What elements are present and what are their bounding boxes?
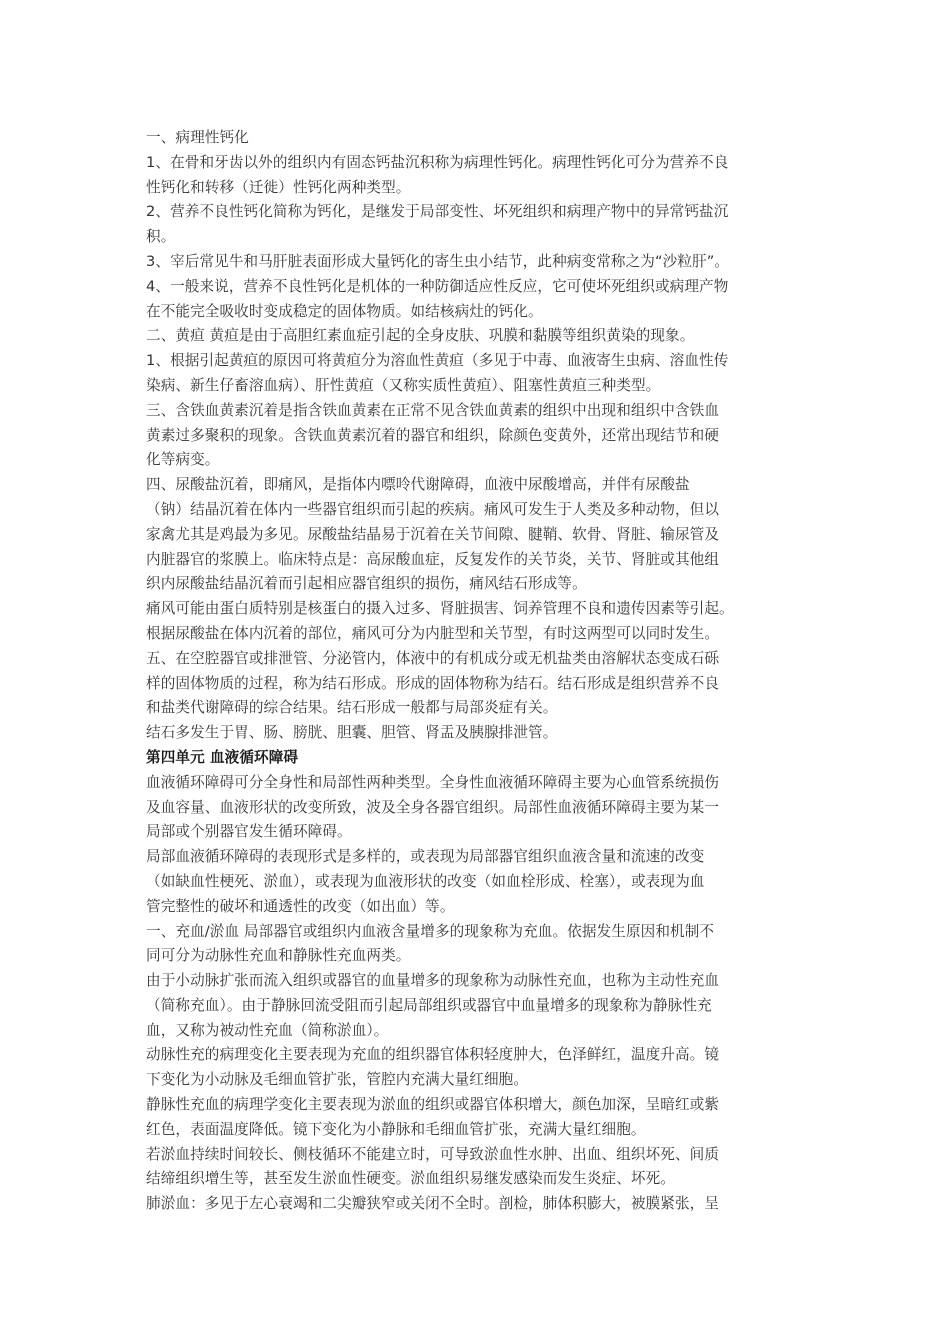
section-heading: 第四单元 血液循环障碍 bbox=[146, 748, 299, 766]
text-line: 静脉性充血的病理学变化主要表现为淤血的组织或器官体积增大，颜色加深，呈暗红或紫 bbox=[146, 1096, 720, 1114]
text-line: 黄素过多聚积的现象。含铁血黄素沉着的器官和组织，除颜色变黄外，还常出现结节和硬 bbox=[146, 426, 720, 444]
text-line: 下变化为小动脉及毛细血管扩张，管腔内充满大量红细胞。 bbox=[146, 1071, 529, 1089]
text-line: 二、黄疸 黄疸是由于高胆红素血症引起的全身皮肤、巩膜和黏膜等组织黄染的现象。 bbox=[146, 327, 695, 345]
text-line: 红色，表面温度降低。镜下变化为小静脉和毛细血管扩张，充满大量红细胞。 bbox=[146, 1120, 646, 1138]
text-line: 内脏器官的浆膜上。临床特点是：高尿酸血症，反复发作的关节炎，关节、肾脏或其他组 bbox=[146, 550, 720, 568]
text-line: 及血容量、血液形状的改变所致，波及全身各器官组织。局部性血液循环障碍主要为某一 bbox=[146, 798, 720, 816]
text-line: 在不能完全吸收时变成稳定的固体物质。如结核病灶的钙化。 bbox=[146, 302, 543, 320]
text-line: 结石多发生于胃、肠、膀胱、胆囊、胆管、肾盂及胰腺排泄管。 bbox=[146, 724, 558, 742]
text-line: 织内尿酸盐结晶沉着而引起相应器官组织的损伤，痛风结石形成等。 bbox=[146, 575, 587, 593]
text-line: 1、根据引起黄疸的原因可将黄疸分为溶血性黄疸（多见于中毒、血液寄生虫病、溶血性传 bbox=[146, 352, 729, 370]
text-line: 家禽尤其是鸡最为多见。尿酸盐结晶易于沉着在关节间隙、腱鞘、软骨、肾脏、输尿管及 bbox=[146, 525, 720, 543]
text-line: 局部血液循环障碍的表现形式是多样的，或表现为局部器官组织血液含量和流速的改变 bbox=[146, 848, 705, 866]
text-line: 五、在空腔器官或排泄管、分泌管内，体液中的有机成分或无机盐类由溶解状态变成石砾 bbox=[146, 649, 720, 667]
text-line: 血，又称为被动性充血（简称淤血）。 bbox=[146, 1021, 389, 1039]
text-line: 一、病理性钙化 bbox=[146, 129, 249, 146]
text-line: （如缺血性梗死、淤血），或表现为血液形状的改变（如血栓形成、栓塞），或表现为血 bbox=[146, 872, 705, 890]
text-line: 和盐类代谢障碍的综合结果。结石形成一般都与局部炎症有关。 bbox=[146, 699, 558, 717]
text-line: 一、充血/淤血 局部器官或组织内血液含量增多的现象称为充血。依据发生原因和机制不 bbox=[146, 922, 715, 940]
text-line: （钠）结晶沉着在体内一些器官组织而引起的疾病。痛风可发生于人类及多种动物，但以 bbox=[146, 500, 720, 518]
text-line: 四、尿酸盐沉着，即痛风，是指体内嘌呤代谢障碍，血液中尿酸增高，并伴有尿酸盐 bbox=[146, 476, 690, 494]
text-line: （简称充血）。由于静脉回流受阻而引起局部组织或器官中血量增多的现象称为静脉性充 bbox=[146, 996, 712, 1014]
text-line: 若淤血持续时间较长、侧枝循环不能建立时，可导致淤血性水肿、出血、组织坏死、间质 bbox=[146, 1145, 720, 1163]
text-line: 结缔组织增生等，甚至发生淤血性硬变。淤血组织易继发感染而发生炎症、坏死。 bbox=[146, 1170, 675, 1188]
text-line: 积。 bbox=[146, 228, 176, 246]
text-line: 局部或个别器官发生循环障碍。 bbox=[146, 823, 352, 841]
text-line: 痛风可能由蛋白质特别是核蛋白的摄入过多、肾脏损害、饲养管理不良和遗传因素等引起。 bbox=[146, 600, 734, 618]
text-line: 染病、新生仔畜溶血病）、肝性黄疸（又称实质性黄疸）、阻塞性黄疸三种类型。 bbox=[146, 376, 661, 394]
text-line: 根据尿酸盐在体内沉着的部位，痛风可分为内脏型和关节型，有时这两型可以同时发生。 bbox=[146, 624, 720, 642]
text-line: 管完整性的破坏和通透性的改变（如出血）等。 bbox=[146, 897, 455, 915]
text-line: 血液循环障碍可分全身性和局部性两种类型。全身性血液循环障碍主要为心血管系统损伤 bbox=[146, 773, 720, 791]
text-line: 性钙化和转移（迁徙）性钙化两种类型。 bbox=[146, 178, 411, 196]
text-line: 三、含铁血黄素沉着是指含铁血黄素在正常不见含铁血黄素的组织中出现和组织中含铁血 bbox=[146, 401, 720, 419]
text-line: 1、在骨和牙齿以外的组织内有固态钙盐沉积称为病理性钙化。病理性钙化可分为营养不良 bbox=[146, 153, 729, 171]
text-line: 化等病变。 bbox=[146, 451, 220, 469]
text-line: 同可分为动脉性充血和静脉性充血两类。 bbox=[146, 947, 411, 965]
text-line: 3、宰后常见牛和马肝脏表面形成大量钙化的寄生虫小结节，此种病变常称之为“沙粒肝”。 bbox=[146, 252, 730, 270]
text-line: 2、营养不良性钙化简称为钙化，是继发于局部变性、坏死组织和病理产物中的异常钙盐沉 bbox=[146, 203, 729, 221]
document-body bbox=[146, 126, 818, 1217]
text-line: 样的固体物质的过程，称为结石形成。形成的固体物称为结石。结石形成是组织营养不良 bbox=[146, 674, 720, 692]
text-line: 由于小动脉扩张而流入组织或器官的血量增多的现象称为动脉性充血，也称为主动性充血 bbox=[146, 972, 720, 990]
text-line: 肺淤血：多见于左心衰竭和二尖瓣狭窄或关闭不全时。剖检，肺体积膨大，被膜紧张，呈 bbox=[146, 1195, 720, 1213]
text-line: 4、一般来说，营养不良性钙化是机体的一种防御适应性反应，它可使坏死组织或病理产物 bbox=[146, 277, 729, 295]
text-line: 动脉性充的病理变化主要表现为充血的组织器官体积轻度肿大，色泽鲜红，温度升高。镜 bbox=[146, 1046, 720, 1064]
